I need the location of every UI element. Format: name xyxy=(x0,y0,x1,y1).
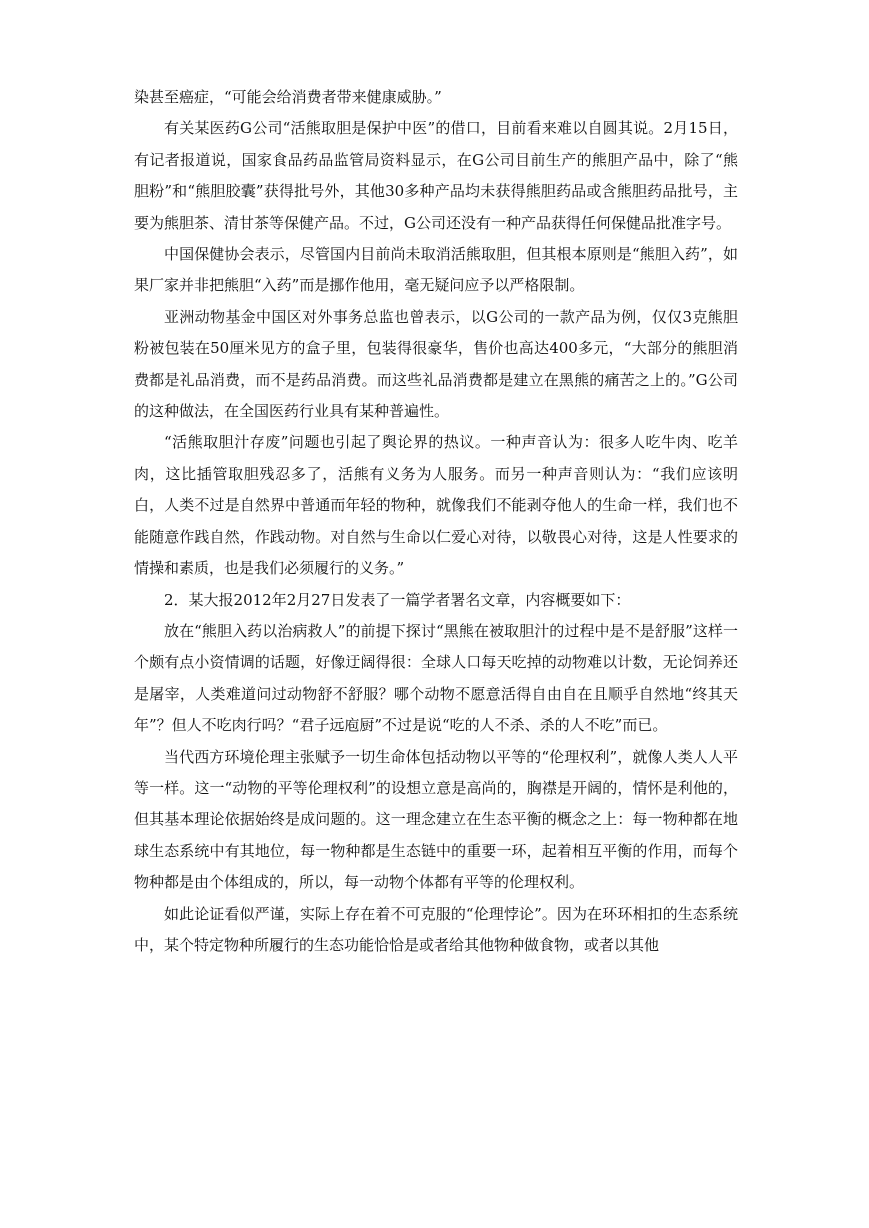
paragraph-5: “活熊取胆汁存废”问题也引起了舆论界的热议。一种声音认为：很多人吃牛肉、吃羊肉，这比插管取胆残忍多了，活熊有义务为人服务。而另一种声音则认为：“我们应该明白，人类不过是自然界中普通而年轻的物种，就像我们不能剥夺他人的生命一样，我们也不能随意作践自然，作践动物。对自然与生命以仁爱心对待，以敬畏心对待，这是人性要求的情操和素质，也是我们必须履行的义务。” xyxy=(134,433,738,578)
paragraph-2: 有关某医药G公司“活熊取胆是保护中医”的借口，目前看来难以自圆其说。2月15日，有记者报道说，国家食品药品监管局资料显示，在G公司目前生产的熊胆产品中，除了“熊胆粉”和“熊胆胶囊”获得批号外，其他30多种产品均未获得熊胆药品或含熊胆药品批号，主要为熊胆茶、清甘茶等保健产品。不过，G公司还没有一种产品获得任何保健品批准字号。 xyxy=(134,119,738,232)
paragraph-1: 染甚至癌症，“可能会给消费者带来健康威胁。” xyxy=(134,88,442,106)
paragraph-6: 2．某大报2012年2月27日发表了一篇学者署名文章，内容概要如下： xyxy=(164,590,631,609)
paragraph-3: 中国保健协会表示，尽管国内目前尚未取消活熊取胆，但其根本原则是“熊胆入药”，如果厂家并非把熊胆“入药”而是挪作他用，毫无疑问应予以严格限制。 xyxy=(134,245,738,295)
paragraph-7: 放在“熊胆入药以治病救人”的前提下探讨“黑熊在被取胆汁的过程中是不是舒服”这样一个颇有点小资情调的话题，好像迂阔得很：全球人口每天吃掉的动物难以计数，无论饲养还是屠宰，人类难道问过动物舒不舒服？哪个动物不愿意活得自由自在且顺乎自然地“终其天年”？但人不吃肉行吗？“君子远庖厨”不过是说“吃的人不杀、杀的人不吃”而已。 xyxy=(134,621,738,735)
document-body xyxy=(134,82,738,961)
paragraph-9: 如此论证看似严谨，实际上存在着不可克服的“伦理悖论”。因为在环环相扣的生态系统中，某个特定物种所履行的生态功能恰恰是或者给其他物种做食物，或者以其他 xyxy=(134,904,738,954)
paragraph-4: 亚洲动物基金中国区对外事务总监也曾表示，以G公司的一款产品为例，仅仅3克熊胆粉被包装在50厘米见方的盒子里，包装得很豪华，售价也高达400多元，“大部分的熊胆消费都是礼品消费，而不是药品消费。而这些礼品消费都是建立在黑熊的痛苦之上的。”G公司的这种做法，在全国医药行业具有某种普遍性。 xyxy=(134,307,738,421)
paragraph-8: 当代西方环境伦理主张赋予一切生命体包括动物以平等的“伦理权利”，就像人类人人平等一样。这一“动物的平等伦理权利”的设想立意是高尚的，胸襟是开阔的，情怀是利他的，但其基本理论依据始终是成问题的。这一理念建立在生态平衡的概念之上：每一物种都在地球生态系统中有其地位，每一物种都是生态链中的重要一环，起着相互平衡的作用，而每个物种都是由个体组成的，所以，每一动物个体都有平等的伦理权利。 xyxy=(134,747,738,892)
